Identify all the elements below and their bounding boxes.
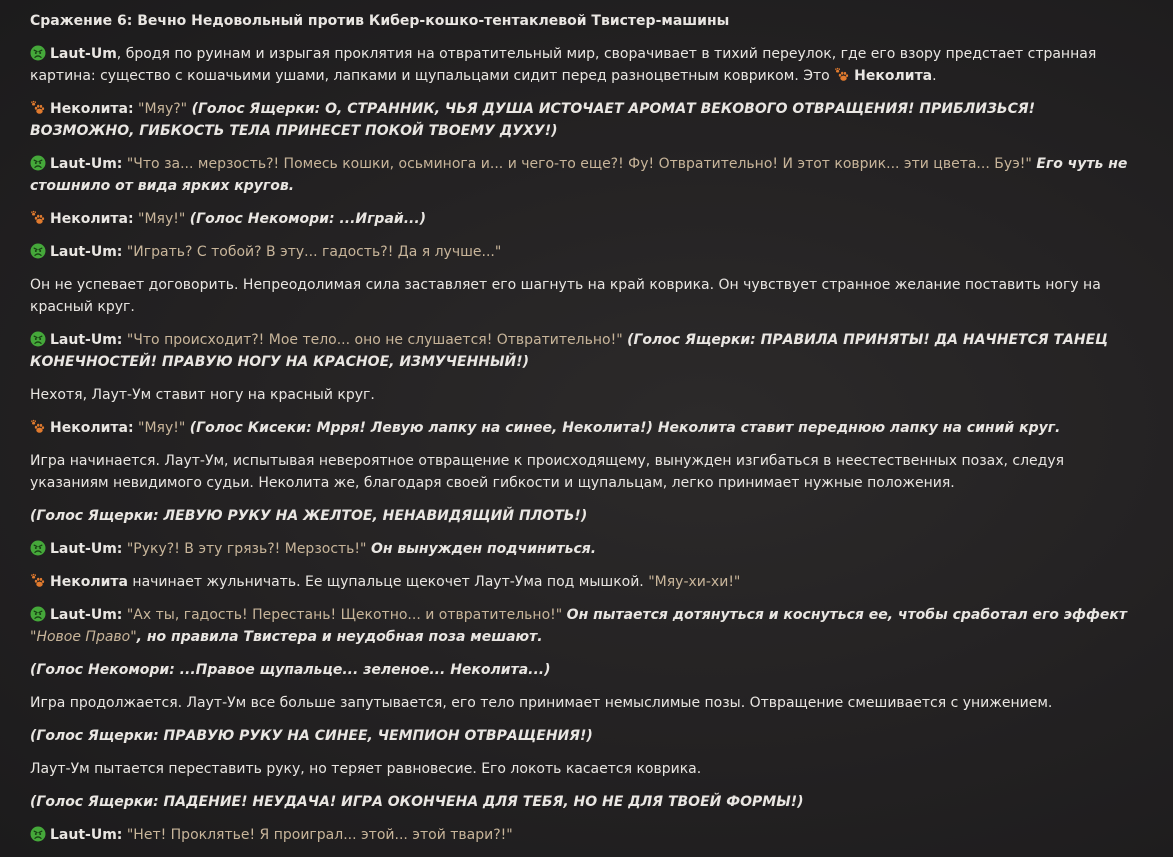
story-paragraph <box>30 571 1130 593</box>
paragraph-list <box>30 43 1130 846</box>
narration-text: Игра продолжается. Лаут-Ум все больше запутывается, его тело принимает немыслимые позы. Отвращение смешивается с унижением. <box>30 695 1053 711</box>
narration-text: . <box>932 68 937 84</box>
story-paragraph <box>30 98 1130 142</box>
action-text: (Голос Ящерки: ЛЕВУЮ РУКУ НА ЖЕЛТОЕ, НЕНАВИДЯЩИЙ ПЛОТЬ!) <box>30 508 588 524</box>
narration-text: Он не успевает договорить. Непреодолимая сила заставляет его шагнуть на край коврика. Он чувствует странное желание поставить ногу на красный круг. <box>30 277 1101 315</box>
narration-text: Лаут-Ум пытается переставить руку, но теряет равновесие. Его локоть касается коврика. <box>30 761 702 777</box>
story-paragraph <box>30 43 1130 87</box>
speaker-name: Laut-Um: <box>50 244 123 260</box>
story-paragraph <box>30 692 1130 714</box>
paw-icon <box>30 210 46 226</box>
story-paragraph <box>30 538 1130 560</box>
action-text: , но правила Твистера и неудобная поза мешают. <box>136 629 543 645</box>
spoken-quote: "Руку?! В эту грязь?! Мерзость!" <box>126 541 367 557</box>
story-paragraph <box>30 725 1130 747</box>
story-paragraph <box>30 384 1130 406</box>
angry-face-icon <box>30 826 46 842</box>
action-text: (Голос Некомори: ...Играй...) <box>189 211 427 227</box>
action-text: (Голос Ящерки: О, СТРАННИК, ЧЬЯ ДУША ИСТОЧАЕТ АРОМАТ ВЕКОВОГО ОТВРАЩЕНИЯ! ПРИБЛИЗЬСЯ! ВОЗМОЖНО, ГИБКОСТЬ ТЕЛА ПРИНЕСЕТ ПОКОЙ ТВОЕМУ ДУХУ!) <box>30 101 1036 139</box>
story-paragraph <box>30 604 1130 648</box>
angry-face-icon <box>30 606 46 622</box>
paw-icon <box>30 419 46 435</box>
spoken-quote: "Мяу?" <box>138 101 188 117</box>
angry-face-icon <box>30 540 46 556</box>
story-paragraph <box>30 450 1130 494</box>
story-paragraph <box>30 274 1130 318</box>
spoken-quote: "Играть? С тобой? В эту... гадость?! Да я лучше..." <box>126 244 502 260</box>
speaker-name: Laut-Um: <box>50 332 123 348</box>
speaker-name: Неколита: <box>50 420 134 436</box>
action-text: Он пытается дотянуться и коснуться ее, чтобы сработал его эффект <box>566 607 1127 623</box>
action-text: (Голос Ящерки: ПРАВУЮ РУКУ НА СИНЕЕ, ЧЕМПИОН ОТВРАЩЕНИЯ!) <box>30 728 593 744</box>
action-text: Его чуть не стошнило от вида ярких кругов. <box>30 156 1128 194</box>
battle-title: Сражение 6: Вечно Недовольный против Кибер-кошко-тентаклевой Твистер-машины <box>30 13 730 29</box>
story-paragraph <box>30 758 1130 780</box>
narration-text: Игра начинается. Лаут-Ум, испытывая невероятное отвращение к происходящему, вынужден изгибаться в неестественных позах, следуя указаниям невидимого судьи. Неколита же, благодаря своей гибкости и щупальцам, легко принимает нужные положения. <box>30 453 1065 491</box>
spoken-quote: "Мяу-хи-хи!" <box>648 574 741 590</box>
narration-text: Нехотя, Лаут-Ум ставит ногу на красный круг. <box>30 387 375 403</box>
story-paragraph <box>30 208 1130 230</box>
speaker-name: Laut-Um <box>50 46 117 62</box>
story-paragraph <box>30 659 1130 681</box>
speaker-name: Неколита: <box>50 211 134 227</box>
action-text: (Голос Ящерки: ПРАВИЛА ПРИНЯТЫ! ДА НАЧНЕТСЯ ТАНЕЦ КОНЕЧНОСТЕЙ! ПРАВУЮ НОГУ НА КРАСНОЕ, ИЗМУЧЕННЫЙ!) <box>30 332 1109 370</box>
narration-text: , бродя по руинам и изрыгая проклятия на отвратительный мир, сворачивает в тихий переулок, где его взору предстает странная картина: существо с кошачьими ушами, лапками и щупальцами сидит перед разноцветным ковриком. Это <box>30 46 1097 84</box>
angry-face-icon <box>30 155 46 171</box>
story-paragraph <box>30 505 1130 527</box>
action-text: Он вынужден подчиниться. <box>370 541 597 557</box>
story-paragraph <box>30 329 1130 373</box>
angry-face-icon <box>30 331 46 347</box>
angry-face-icon <box>30 45 46 61</box>
story-paragraph <box>30 241 1130 263</box>
speaker-name: Laut-Um: <box>50 827 123 843</box>
story-paragraph <box>30 417 1130 439</box>
effect-name: "Новое Право" <box>30 629 137 645</box>
paw-icon <box>30 573 46 589</box>
spoken-quote: "Нет! Проклятье! Я проиграл... этой... этой твари?!" <box>126 827 513 843</box>
action-text: (Голос Ящерки: ПАДЕНИЕ! НЕУДАЧА! ИГРА ОКОНЧЕНА ДЛЯ ТЕБЯ, НО НЕ ДЛЯ ТВОЕЙ ФОРМЫ!) <box>30 794 804 810</box>
speaker-name: Неколита <box>50 574 128 590</box>
speaker-name: Неколита: <box>50 101 134 117</box>
story-paragraph <box>30 791 1130 813</box>
spoken-quote: "Что происходит?! Мое тело... оно не слушается! Отвратительно!" <box>126 332 623 348</box>
spoken-quote: "Мяу!" <box>138 420 186 436</box>
story-paragraph <box>30 824 1130 846</box>
spoken-quote: "Мяу!" <box>138 211 186 227</box>
speaker-name: Laut-Um: <box>50 541 123 557</box>
angry-face-icon <box>30 243 46 259</box>
story-paragraph <box>30 153 1130 197</box>
speaker-name: Неколита <box>854 68 933 84</box>
speaker-name: Laut-Um: <box>50 607 123 623</box>
spoken-quote: "Что за... мерзость?! Помесь кошки, осьминога и... и чего-то еще?! Фу! Отвратительно! И этот коврик... эти цвета... Буэ!" <box>126 156 1032 172</box>
speaker-name: Laut-Um: <box>50 156 123 172</box>
action-text: (Голос Некомори: ...Правое щупальце... зеленое... Неколита...) <box>30 662 551 678</box>
action-text: (Голос Кисеки: Мрря! Левую лапку на синее, Неколита!) Неколита ставит переднюю лапку на синий круг. <box>189 420 1061 436</box>
paw-icon <box>834 67 850 83</box>
paw-icon <box>30 100 46 116</box>
spoken-quote: "Ах ты, гадость! Перестань! Щекотно... и отвратительно!" <box>126 607 563 623</box>
story-content <box>30 10 1130 857</box>
narration-text: начинает жульничать. Ее щупальце щекочет Лаут-Ума под мышкой. <box>127 574 649 590</box>
